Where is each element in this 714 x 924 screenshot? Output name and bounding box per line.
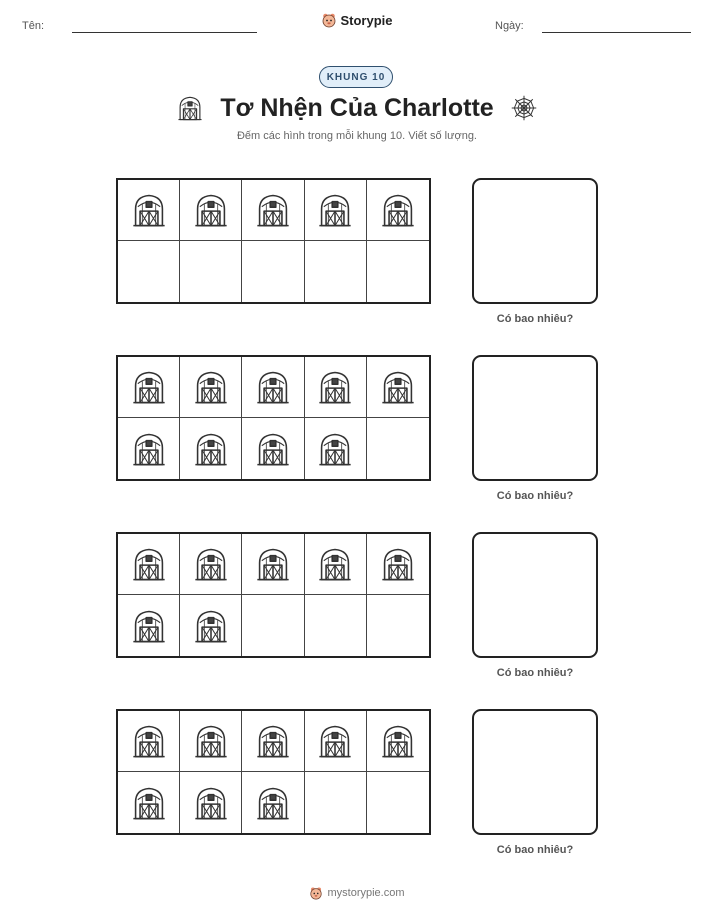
ten-frame-4 — [116, 709, 431, 835]
barn-icon — [192, 722, 230, 760]
frame-cell — [180, 241, 242, 302]
frame-cell — [242, 241, 304, 302]
barn-icon — [130, 368, 168, 406]
ten-frame-3 — [116, 532, 431, 658]
frame-cell — [305, 772, 367, 833]
barn-icon — [192, 430, 230, 468]
frame-cell — [118, 772, 180, 833]
frame-cell — [367, 180, 429, 241]
frame-cell — [305, 711, 367, 772]
frame-cell — [180, 418, 242, 479]
barn-icon — [316, 430, 354, 468]
answer-box-2[interactable] — [472, 355, 598, 481]
frame-cell — [118, 418, 180, 479]
barn-icon — [130, 430, 168, 468]
barn-icon — [254, 784, 292, 822]
frame-cell — [367, 595, 429, 656]
barn-icon — [254, 545, 292, 583]
frame-cell — [305, 534, 367, 595]
frame-cell — [242, 772, 304, 833]
frame-cell — [180, 595, 242, 656]
barn-icon — [316, 545, 354, 583]
barn-icon — [379, 545, 417, 583]
barn-icon — [192, 545, 230, 583]
frame-cell — [180, 180, 242, 241]
frame-cell — [242, 418, 304, 479]
barn-icon — [176, 94, 204, 122]
frame-cell — [367, 711, 429, 772]
frame-cell — [367, 418, 429, 479]
ten-frame-2 — [116, 355, 431, 481]
answer-label-4: Có bao nhiêu? — [496, 844, 574, 856]
barn-icon — [254, 191, 292, 229]
answer-box-1[interactable] — [472, 178, 598, 304]
brand-logo — [0, 12, 714, 33]
brand-name: Storypie — [340, 12, 393, 28]
frame-cell — [367, 357, 429, 418]
frame-cell — [242, 180, 304, 241]
date-label: Ngày: — [495, 20, 524, 32]
answer-label-1: Có bao nhiêu? — [496, 313, 574, 325]
spider-web-icon — [510, 94, 538, 122]
storypie-mascot-icon — [309, 886, 323, 900]
footer — [0, 886, 714, 900]
barn-icon — [192, 191, 230, 229]
answer-label-2: Có bao nhiêu? — [496, 490, 574, 502]
instructions: Đếm các hình trong mỗi khung 10. Viết số lượng. — [236, 130, 477, 142]
storypie-mascot-icon — [321, 12, 337, 28]
barn-icon — [130, 191, 168, 229]
barn-icon — [192, 368, 230, 406]
frame-cell — [118, 357, 180, 418]
frame-cell — [180, 772, 242, 833]
frame-cell — [305, 357, 367, 418]
page-title: Tơ Nhện Của Charlotte — [220, 93, 494, 122]
frame-cell — [305, 241, 367, 302]
worksheet-badge: KHUNG 10 — [319, 66, 393, 88]
frame-cell — [367, 772, 429, 833]
barn-icon — [316, 368, 354, 406]
barn-icon — [192, 784, 230, 822]
frame-cell — [305, 180, 367, 241]
barn-icon — [379, 191, 417, 229]
barn-icon — [316, 722, 354, 760]
answer-box-4[interactable] — [472, 709, 598, 835]
frame-cell — [242, 357, 304, 418]
barn-icon — [379, 368, 417, 406]
barn-icon — [254, 368, 292, 406]
barn-icon — [254, 722, 292, 760]
barn-icon — [316, 191, 354, 229]
barn-icon — [192, 607, 230, 645]
frame-cell — [180, 711, 242, 772]
barn-icon — [130, 784, 168, 822]
barn-icon — [130, 722, 168, 760]
answer-box-3[interactable] — [472, 532, 598, 658]
frame-cell — [118, 534, 180, 595]
frame-cell — [305, 595, 367, 656]
frame-cell — [242, 595, 304, 656]
frame-cell — [118, 711, 180, 772]
ten-frame-1 — [116, 178, 431, 304]
barn-icon — [130, 607, 168, 645]
footer-url: mystorypie.com — [327, 887, 405, 899]
frame-cell — [180, 534, 242, 595]
frame-cell — [180, 357, 242, 418]
frame-cell — [367, 241, 429, 302]
frame-cell — [118, 595, 180, 656]
barn-icon — [130, 545, 168, 583]
frame-cell — [367, 534, 429, 595]
barn-icon — [379, 722, 417, 760]
frame-cell — [242, 534, 304, 595]
frame-cell — [305, 418, 367, 479]
frame-cell — [118, 180, 180, 241]
barn-icon — [254, 430, 292, 468]
frame-cell — [242, 711, 304, 772]
title-row — [0, 88, 714, 128]
answer-label-3: Có bao nhiêu? — [496, 667, 574, 679]
name-label: Tên: — [22, 20, 45, 32]
frame-cell — [118, 241, 180, 302]
